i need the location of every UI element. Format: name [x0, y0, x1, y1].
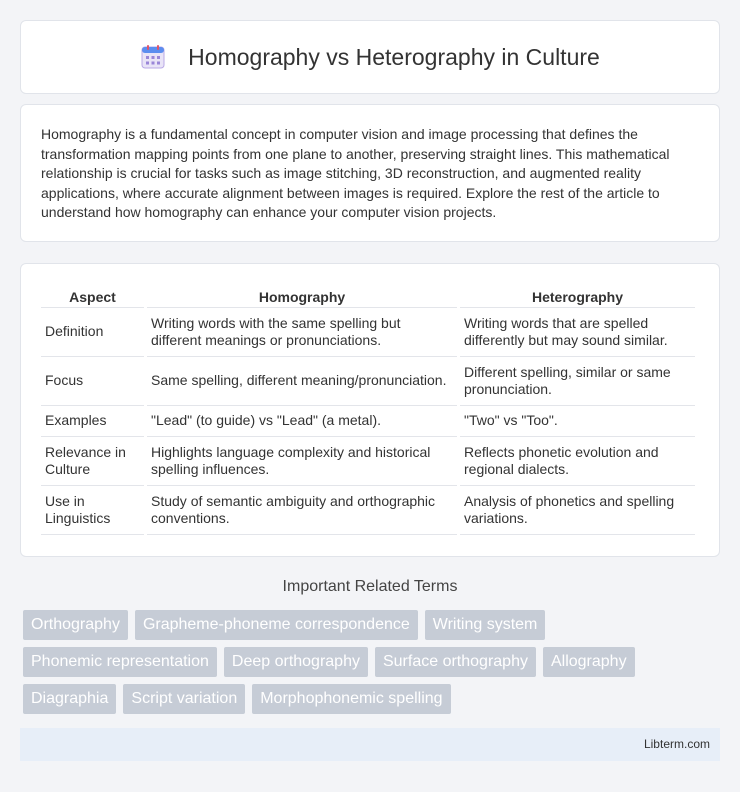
tag-deep-orthography[interactable]: Deep orthography [224, 647, 368, 677]
related-terms-list [23, 610, 723, 714]
tag-phonemic-representation[interactable]: Phonemic representation [23, 647, 217, 677]
tag-allography[interactable]: Allography [543, 647, 635, 677]
footer [20, 728, 720, 761]
tag-script-variation[interactable]: Script variation [123, 684, 245, 714]
tag-surface-orthography[interactable]: Surface orthography [375, 647, 536, 677]
page-title: Homography vs Heterography in Culture [188, 43, 600, 70]
tag-orthography[interactable]: Orthography [23, 610, 128, 640]
calendar-icon [140, 44, 166, 70]
comparison-card [20, 263, 720, 557]
header-card [20, 20, 720, 94]
cell-aspect: Relevance in Culture [41, 437, 144, 486]
cell-heterography: Writing words that are spelled differently but may sound similar. [460, 308, 695, 357]
intro-card [20, 104, 720, 242]
comparison-table [38, 284, 698, 535]
cell-homography: Same spelling, different meaning/pronunciation. [147, 357, 457, 406]
cell-aspect: Examples [41, 406, 144, 437]
footer-site-link[interactable]: Libterm.com [643, 737, 710, 751]
column-header-homography: Homography [147, 284, 457, 308]
table-row [41, 308, 695, 357]
table-header-row [41, 284, 695, 308]
tag-morphophonemic-spelling[interactable]: Morphophonemic spelling [252, 684, 450, 714]
cell-homography: Study of semantic ambiguity and orthographic conventions. [147, 486, 457, 535]
related-terms-title: Important Related Terms [282, 578, 458, 595]
table-row [41, 357, 695, 406]
intro-text: Homography is a fundamental concept in computer vision and image processing that defines the transformation mapping points from one plane to another, preserving straight lines. This mathematical relationship is crucial for tasks such as image stitching, 3D reconstruction, and augmented reality applications, where accurate alignment between images is required. Explore the rest of the article to understand how homography can enhance your computer vision projects. [41, 126, 670, 221]
cell-heterography: Different spelling, similar or same pronunciation. [460, 357, 695, 406]
cell-heterography: Analysis of phonetics and spelling variations. [460, 486, 695, 535]
tag-diagraphia[interactable]: Diagraphia [23, 684, 116, 714]
cell-homography: Highlights language complexity and historical spelling influences. [147, 437, 457, 486]
cell-aspect: Use in Linguistics [41, 486, 144, 535]
column-header-aspect: Aspect [41, 284, 144, 308]
tag-writing-system[interactable]: Writing system [425, 610, 546, 640]
table-row [41, 437, 695, 486]
cell-heterography: Reflects phonetic evolution and regional dialects. [460, 437, 695, 486]
table-row [41, 486, 695, 535]
tag-grapheme-phoneme-correspondence[interactable]: Grapheme-phoneme correspondence [135, 610, 418, 640]
cell-homography: Writing words with the same spelling but different meanings or pronunciations. [147, 308, 457, 357]
cell-homography: "Lead" (to guide) vs "Lead" (a metal). [147, 406, 457, 437]
cell-heterography: "Two" vs "Too". [460, 406, 695, 437]
column-header-heterography: Heterography [460, 284, 695, 308]
table-row [41, 406, 695, 437]
cell-aspect: Definition [41, 308, 144, 357]
cell-aspect: Focus [41, 357, 144, 406]
